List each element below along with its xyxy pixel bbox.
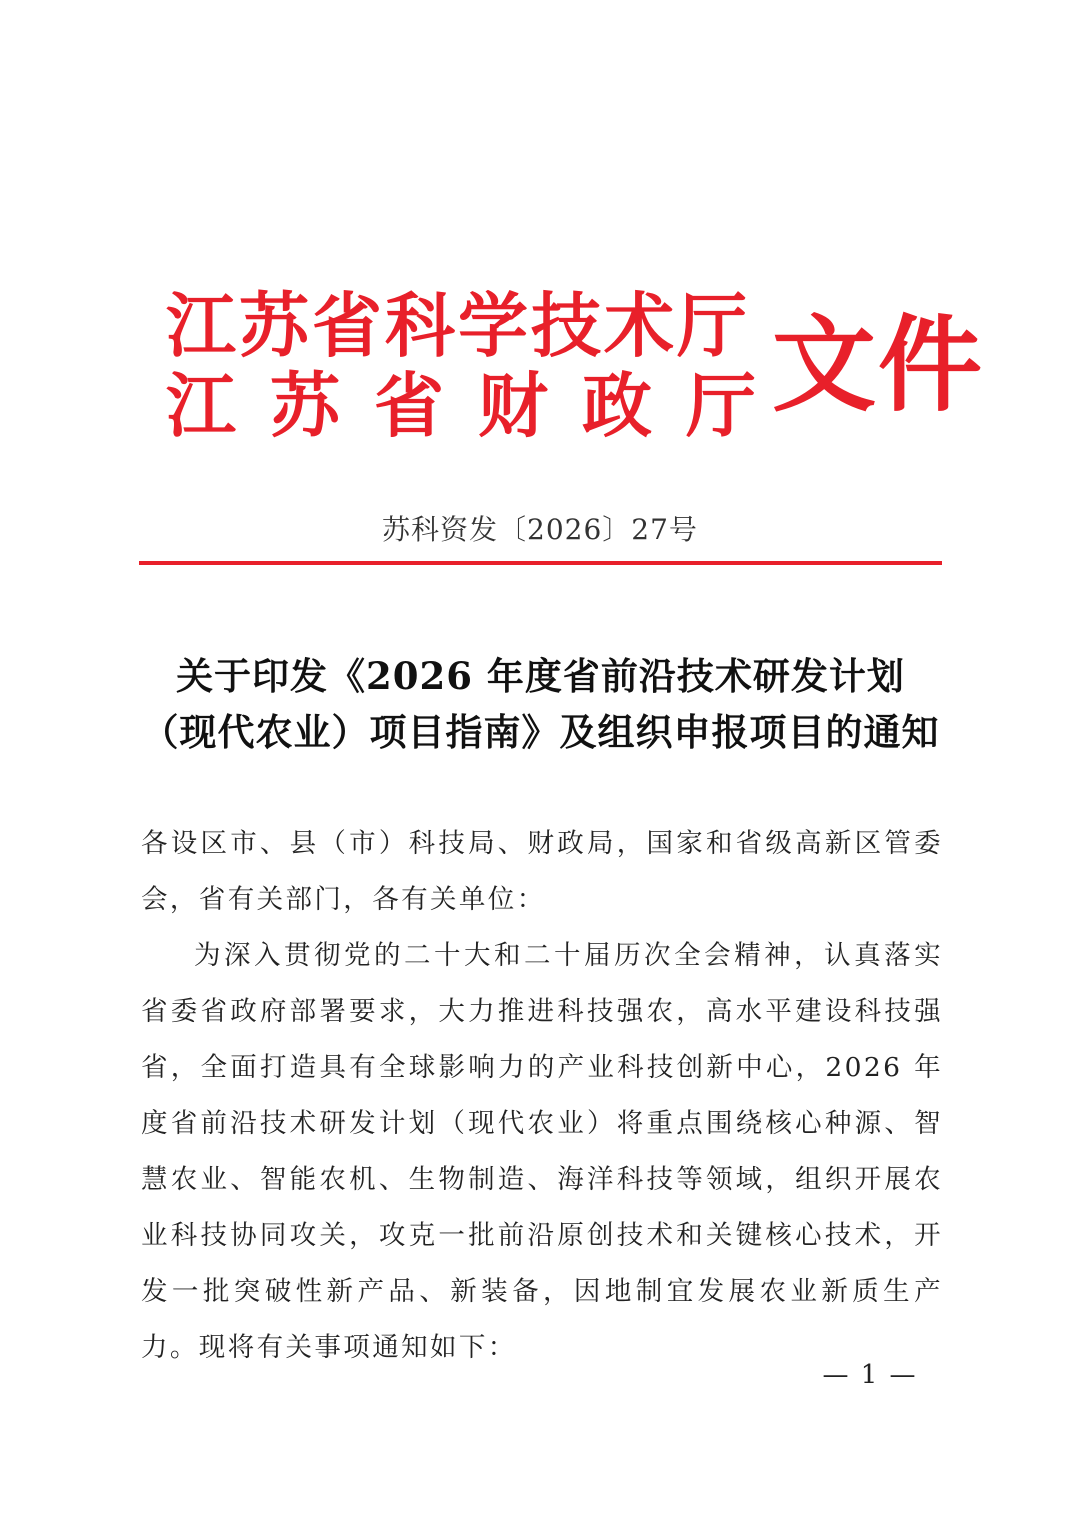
- red-masthead: [166, 282, 985, 452]
- document-number: 苏科资发〔2026〕27号: [382, 513, 698, 546]
- notice-title: [139, 648, 942, 760]
- page-number: — 1 —: [822, 1360, 918, 1390]
- agency-name-line-2: 江苏省财政厅: [166, 365, 790, 447]
- notice-body: [141, 816, 943, 1376]
- agency-name-line-1: 江苏省科学技术厅: [166, 285, 750, 367]
- red-separator-line: [139, 561, 942, 565]
- body-paragraph-1: 为深入贯彻党的二十大和二十届历次全会精神，认真落实省委省政府部署要求，大力推进科技强农，高水平建设科技强省，全面打造具有全球影响力的产业科技创新中心，2026 年度省前沿技术研发计划（现代农业）将重点围绕核心种源、智慧农业、智能农机、生物制造、海洋科技等领域，组织开展农业科技协同攻关，攻克一批前沿原创技术和关键核心技术，开发一批突破性新产品、新装备，因地制宜发展农业新质生产力。现将有关事项通知如下：: [141, 940, 943, 1363]
- document-type-label: 文件: [772, 304, 985, 426]
- title-line-1: 关于印发《2026 年度省前沿技术研发计划: [176, 654, 905, 698]
- title-line-2: （现代农业）项目指南》及组织申报项目的通知: [141, 710, 940, 754]
- salutation: 各设区市、县（市）科技局、财政局，国家和省级高新区管委会，省有关部门，各有关单位：: [141, 828, 943, 915]
